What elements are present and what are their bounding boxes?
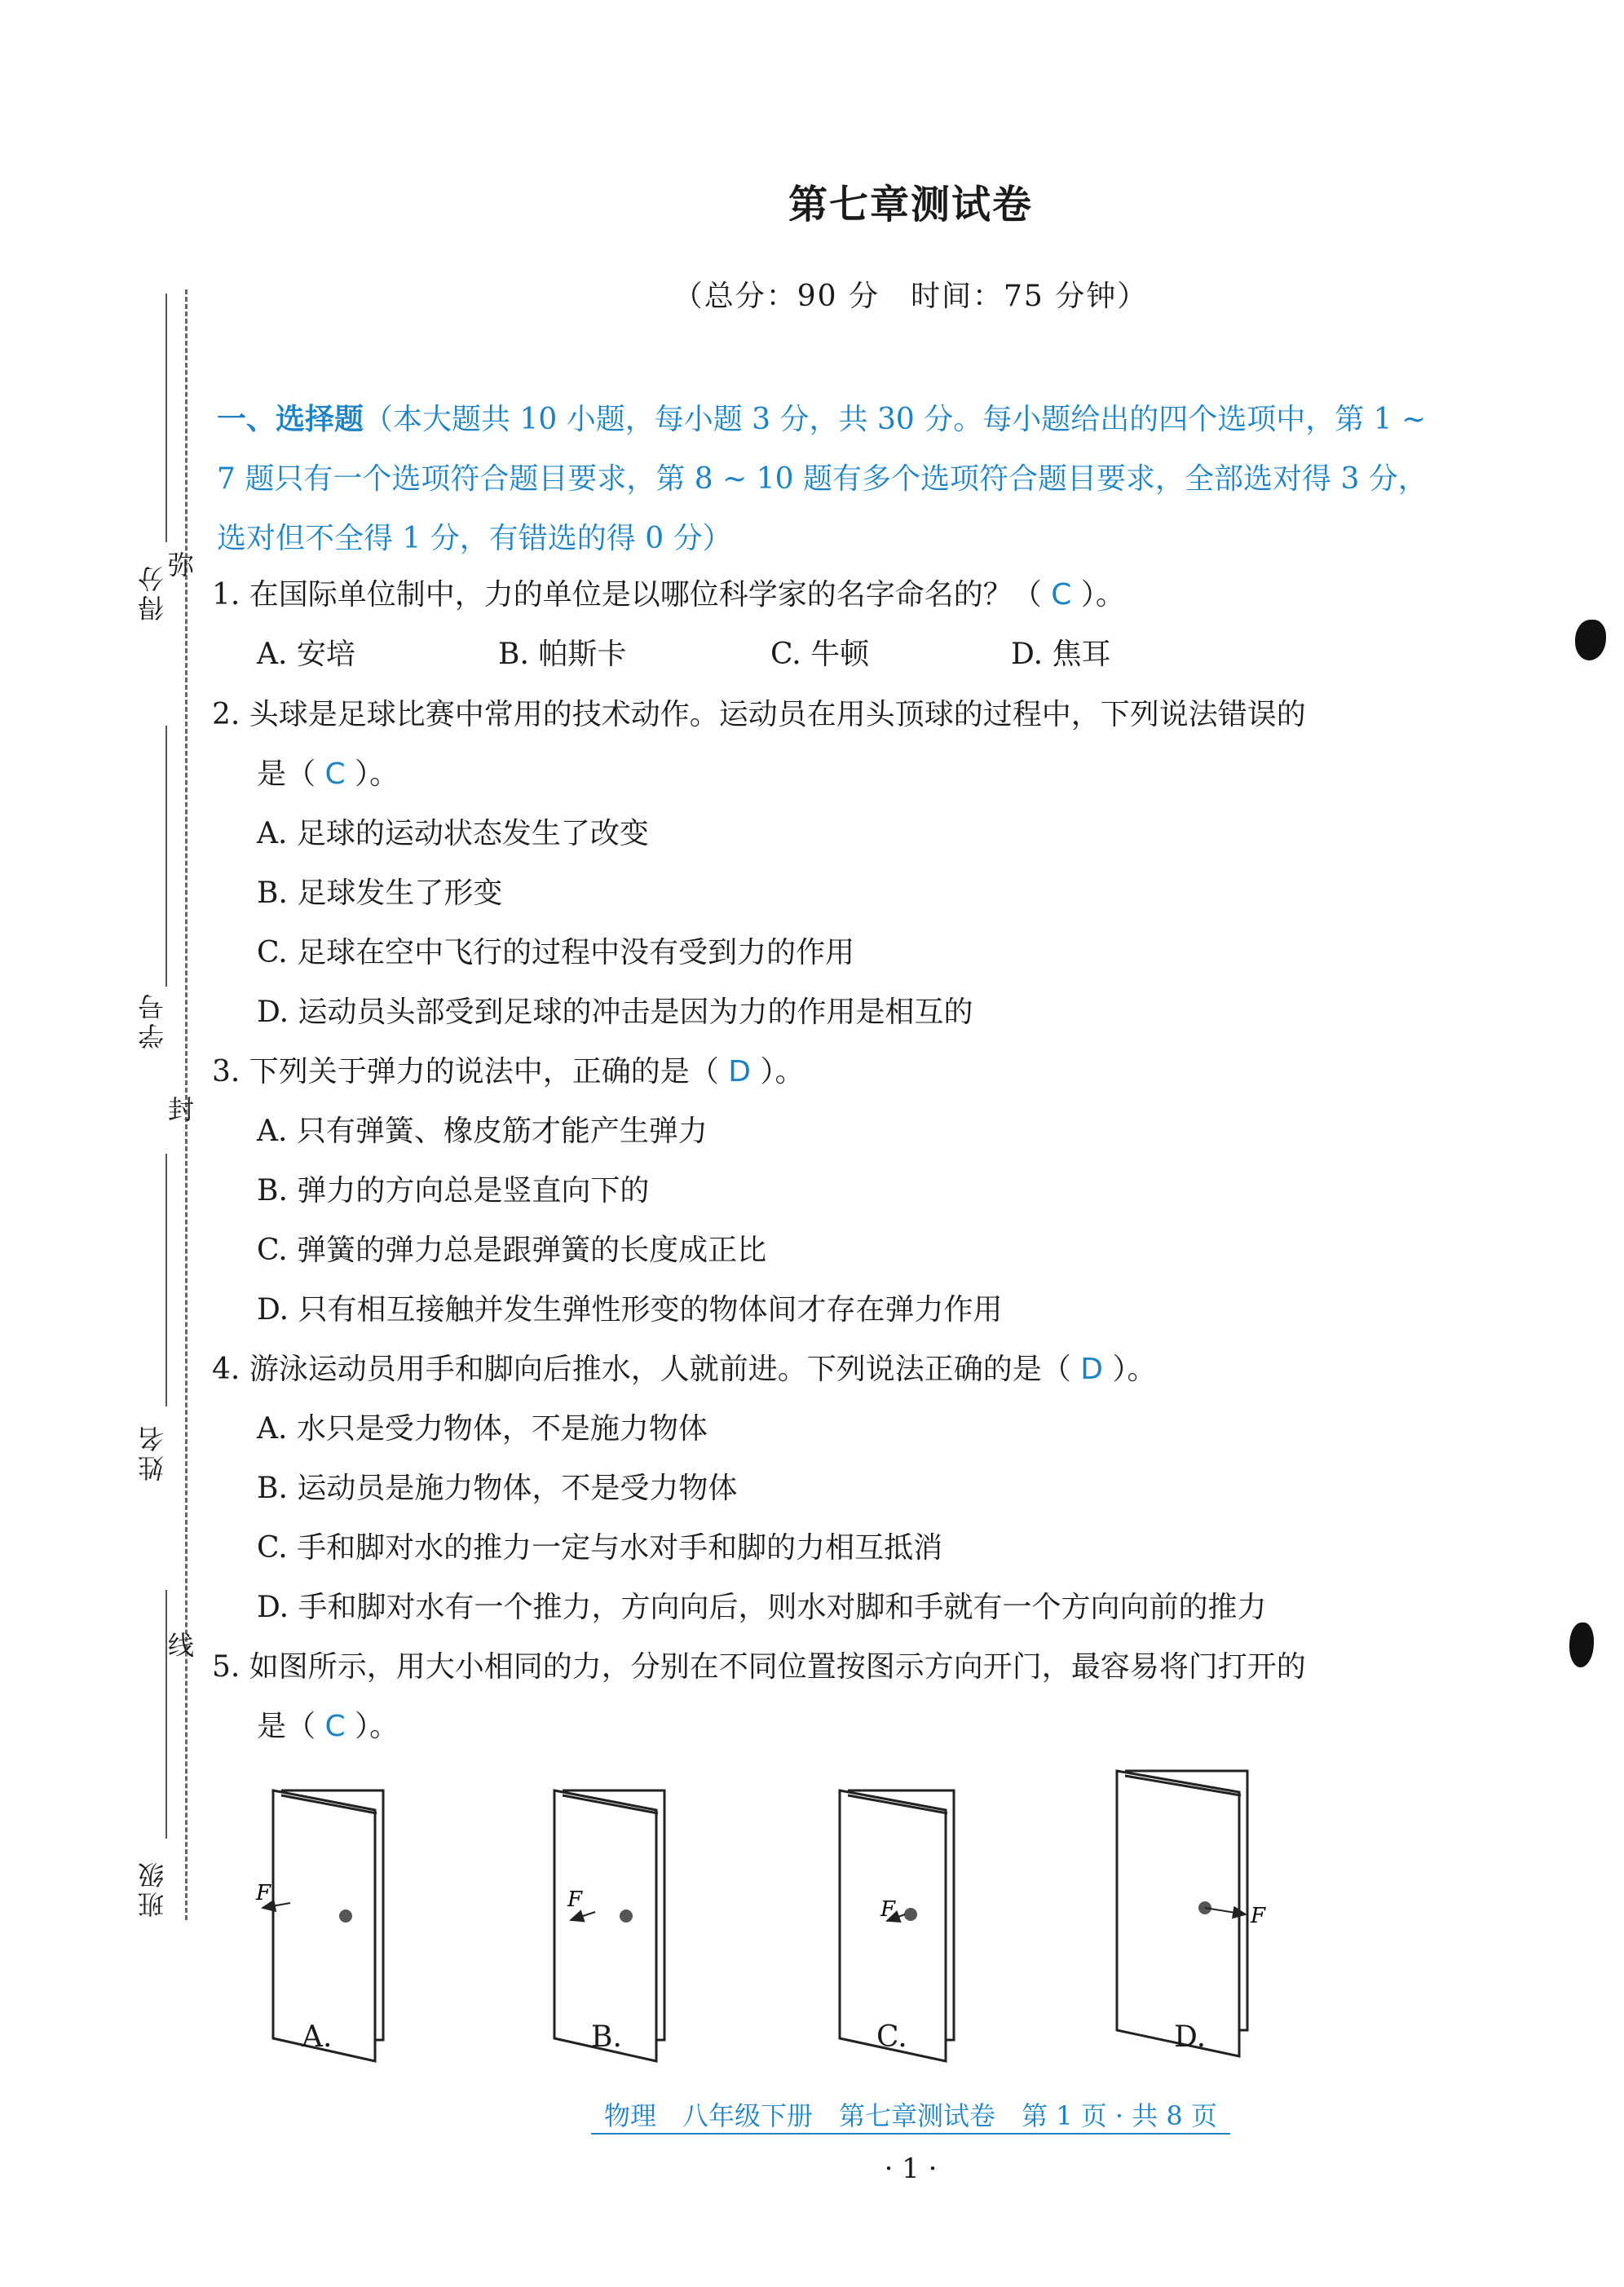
question-2-text: 是（: [257, 757, 316, 791]
section-instructions: [217, 390, 1538, 568]
student-id-blank-line: [165, 726, 167, 987]
question-3-close: ）。: [760, 1055, 805, 1088]
option: C. 足球在空中飞行的过程中没有受到力的作用: [257, 936, 855, 969]
question-1-stem: [212, 575, 1125, 616]
figure-label-c: C.: [876, 2020, 907, 2054]
force-label-a: F: [256, 1881, 271, 1905]
question-4-answer: D: [1080, 1353, 1103, 1386]
option: A. 只有弹簧、橡皮筋才能产生弹力: [257, 1115, 708, 1148]
seal-char-xian: 线: [168, 1630, 195, 1661]
option: A. 足球的运动状态发生了改变: [257, 817, 649, 850]
option: B. 足球发生了形变: [257, 876, 503, 910]
name-blank-line: [165, 1154, 167, 1406]
question-1-close: ）。: [1080, 578, 1125, 611]
page-footer: [0, 2095, 1624, 2133]
option: C. 手和脚对水的推力一定与水对手和脚的力相互抵消: [257, 1531, 943, 1565]
question-2-stem-2: [257, 754, 399, 795]
seal-char-feng: 封: [168, 1094, 195, 1125]
exam-info: （总分：90 分 时间：75 分钟）: [673, 280, 1149, 313]
question-3-text: 3. 下列关于弹力的说法中，正确的是（: [212, 1055, 719, 1088]
question-4-close: ）。: [1112, 1353, 1157, 1386]
question-5-close: ）。: [355, 1710, 399, 1743]
door-figures: [0, 1753, 1624, 2079]
option: C. 弹簧的弹力总是跟弹簧的长度成正比: [257, 1234, 767, 1267]
question-1-answer: C: [1051, 578, 1072, 611]
page-number: · 1 ·: [884, 2152, 938, 2185]
option: B. 运动员是施力物体，不是受力物体: [257, 1472, 738, 1505]
question-2-stem-1: 2. 头球是足球比赛中常用的技术动作。运动员在用头顶球的过程中，下列说法错误的: [212, 698, 1306, 731]
name-label: 姓名: [137, 1423, 168, 1481]
ink-blot: [1575, 620, 1606, 660]
figure-label-b: B.: [591, 2020, 622, 2054]
option: B. 弹力的方向总是竖直向下的: [257, 1174, 650, 1208]
page-title: 第七章测试卷: [788, 182, 1033, 227]
section-title: 一、选择题: [217, 403, 364, 436]
question-3-stem: [212, 1052, 804, 1093]
seal-char-mi: 弥: [168, 550, 195, 581]
option: C. 牛顿: [770, 638, 870, 671]
student-id-label: 学号: [137, 991, 168, 1049]
question-5-text: 是（: [257, 1710, 316, 1743]
section-desc-2: 7 题只有一个选项符合题目要求，第 8 ~ 10 题有多个选项符合题目要求，全部选对得 3 分，: [217, 462, 1428, 496]
class-label: 班级: [137, 1859, 168, 1918]
section-desc-1: （本大题共 10 小题，每小题 3 分，共 30 分。每小题给出的四个选项中，第 1 ~: [364, 403, 1427, 436]
option: D. 手和脚对水有一个推力，方向向后，则水对脚和手就有一个方向向前的推力: [257, 1591, 1267, 1624]
option: B. 帕斯卡: [498, 638, 627, 671]
question-5-stem-2: [257, 1706, 399, 1747]
force-label-c: F: [880, 1897, 896, 1922]
question-4-stem: [212, 1349, 1156, 1390]
option: A. 安培: [257, 638, 355, 671]
door-d-icon: [1117, 1771, 1247, 2056]
force-label-b: F: [567, 1887, 583, 1912]
option: D. 焦耳: [1011, 638, 1111, 671]
section-desc-3: 选对但不全得 1 分，有错选的得 0 分）: [217, 522, 732, 555]
force-label-d: F: [1251, 1904, 1266, 1928]
figure-label-a: A.: [302, 2020, 333, 2054]
option: A. 水只是受力物体，不是施力物体: [257, 1412, 708, 1446]
question-5-stem-1: 5. 如图所示，用大小相同的力，分别在不同位置按图示方向开门，最容易将门打开的: [212, 1650, 1306, 1684]
question-4-text: 4. 游泳运动员用手和脚向后推水，人就前进。下列说法正确的是（: [212, 1353, 1071, 1386]
option: D. 运动员头部受到足球的冲击是因为力的作用是相互的: [257, 996, 973, 1029]
figure-label-d: D.: [1174, 2020, 1207, 2054]
score-label: 得分: [137, 563, 168, 621]
footer-text: 物理 八年级下册 第七章测试卷 第 1 页 · 共 8 页: [591, 2100, 1230, 2135]
score-blank-line: [165, 294, 167, 542]
option: D. 只有相互接触并发生弹性形变的物体间才存在弹力作用: [257, 1293, 1003, 1327]
question-1-text: 1. 在国际单位制中，力的单位是以哪位科学家的名字命名的？（: [212, 578, 1042, 611]
question-5-answer: C: [324, 1710, 346, 1743]
question-2-answer: C: [324, 757, 346, 791]
ink-blot: [1569, 1623, 1594, 1667]
question-3-answer: D: [728, 1055, 751, 1088]
question-2-close: ）。: [355, 757, 399, 791]
